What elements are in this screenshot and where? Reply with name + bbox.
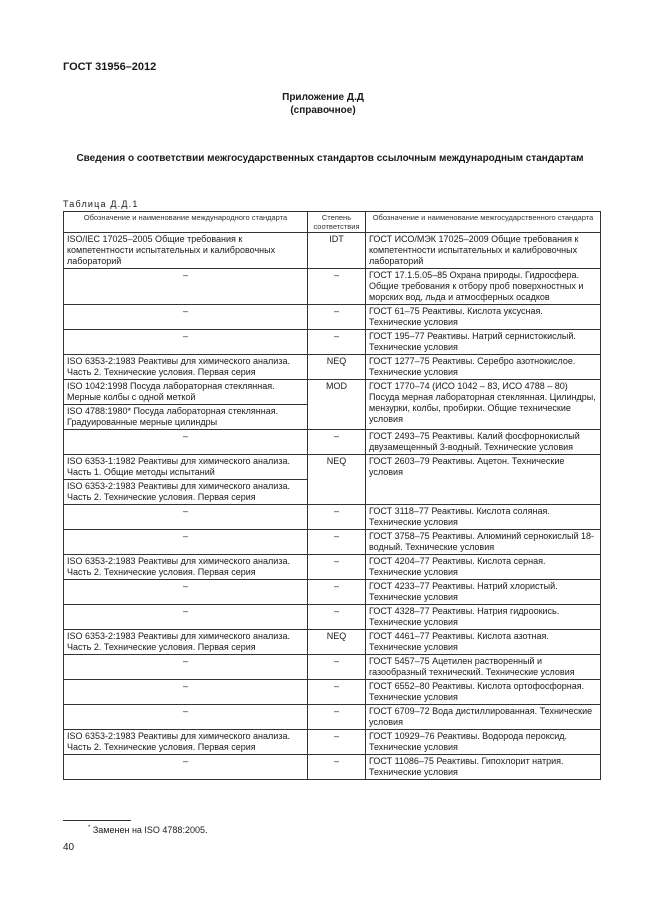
- international-standard-cell: –: [64, 430, 308, 455]
- interstate-standard-cell: ГОСТ 10929–76 Реактивы. Водорода пероксид. Технические условия: [366, 730, 601, 755]
- degree-cell: –: [308, 505, 366, 530]
- table-row: [64, 530, 601, 555]
- interstate-standard-cell: ГОСТ 17.1.5.05–85 Охрана природы. Гидросфера. Общие требования к отбору проб поверхностных и морских вод, льда и атмосферных осадков: [366, 269, 601, 305]
- degree-cell: –: [308, 430, 366, 455]
- interstate-standard-cell: ГОСТ 4461–77 Реактивы. Кислота азотная. Технические условия: [366, 630, 601, 655]
- table-row: [64, 305, 601, 330]
- interstate-standard-cell: ГОСТ 2603–79 Реактивы. Ацетон. Технические условия: [366, 455, 601, 505]
- table-row: [64, 655, 601, 680]
- footnote-mark: *: [88, 825, 91, 831]
- degree-cell: IDT: [308, 233, 366, 269]
- interstate-standard-cell: ГОСТ 4328–77 Реактивы. Натрия гидроокись. Технические условия: [366, 605, 601, 630]
- international-standard-cell: –: [64, 655, 308, 680]
- table-row: [64, 455, 601, 480]
- international-standard-cell: –: [64, 505, 308, 530]
- footnote-text: Заменен на ISO 4788:2005.: [92, 825, 208, 835]
- international-standard-cell: ISO 6353-2:1983 Реактивы для химического анализа. Часть 2. Технические условия. Первая серия: [64, 555, 308, 580]
- table-caption: Таблица Д.Д.1: [63, 199, 139, 209]
- interstate-standard-cell: ГОСТ 6552–80 Реактивы. Кислота ортофосфорная. Технические условия: [366, 680, 601, 705]
- table-row: [64, 430, 601, 455]
- table-header-row: [64, 212, 601, 233]
- degree-cell: –: [308, 705, 366, 730]
- degree-cell: –: [308, 605, 366, 630]
- table-row: [64, 630, 601, 655]
- table-row: [64, 755, 601, 780]
- degree-cell: NEQ: [308, 355, 366, 380]
- appendix-subtitle: (справочное): [290, 105, 356, 116]
- degree-cell: NEQ: [308, 455, 366, 505]
- table-row: [64, 730, 601, 755]
- international-standard-cell: ISO 6353-2:1983 Реактивы для химического анализа. Часть 2. Технические условия. Первая серия: [64, 730, 308, 755]
- table-row: [64, 605, 601, 630]
- table-row: [64, 380, 601, 405]
- interstate-standard-cell: ГОСТ ИСО/МЭК 17025–2009 Общие требования к компетентности испытательных и калибровочных лабораторий: [366, 233, 601, 269]
- interstate-standard-cell: ГОСТ 11086–75 Реактивы. Гипохлорит натрия. Технические условия: [366, 755, 601, 780]
- table-row: [64, 555, 601, 580]
- degree-cell: –: [308, 730, 366, 755]
- international-standard-cell: –: [64, 680, 308, 705]
- degree-cell: MOD: [308, 380, 366, 430]
- interstate-standard-cell: ГОСТ 1770–74 (ИСО 1042 – 83, ИСО 4788 – 80) Посуда мерная лабораторная стеклянная. Цилиндры, мензурки, колбы, пробирки. Общие технические условия: [366, 380, 601, 430]
- interstate-standard-cell: ГОСТ 2493–75 Реактивы. Калий фосфорнокислый двузамещенный 3-водный. Технические условия: [366, 430, 601, 455]
- international-standard-cell: ISO 1042:1998 Посуда лабораторная стеклянная. Мерные колбы с одной меткой: [64, 380, 308, 405]
- international-standard-cell: –: [64, 705, 308, 730]
- column-header-interstate: Обозначение и наименование межгосударственного стандарта: [366, 212, 601, 233]
- interstate-standard-cell: ГОСТ 4204–77 Реактивы. Кислота серная. Технические условия: [366, 555, 601, 580]
- interstate-standard-cell: ГОСТ 61–75 Реактивы. Кислота уксусная. Технические условия: [366, 305, 601, 330]
- degree-cell: NEQ: [308, 630, 366, 655]
- degree-cell: –: [308, 680, 366, 705]
- international-standard-cell: ISO 6353-2:1983 Реактивы для химического анализа. Часть 2. Технические условия. Первая серия: [64, 355, 308, 380]
- degree-cell: –: [308, 755, 366, 780]
- degree-cell: –: [308, 655, 366, 680]
- table-row: [64, 355, 601, 380]
- international-standard-cell: –: [64, 580, 308, 605]
- degree-cell: –: [308, 269, 366, 305]
- table-row: [64, 580, 601, 605]
- international-standard-cell: –: [64, 530, 308, 555]
- interstate-standard-cell: ГОСТ 195–77 Реактивы. Натрий сернистокислый. Технические условия: [366, 330, 601, 355]
- international-standard-cell: –: [64, 605, 308, 630]
- interstate-standard-cell: ГОСТ 3758–75 Реактивы. Алюминий сернокислый 18-водный. Технические условия: [366, 530, 601, 555]
- international-standard-cell: ISO 4788:1980* Посуда лабораторная стеклянная. Градуированные мерные цилиндры: [64, 405, 308, 430]
- document-header: ГОСТ 31956–2012: [63, 61, 157, 73]
- table-row: [64, 680, 601, 705]
- table-row: [64, 269, 601, 305]
- international-standard-cell: –: [64, 330, 308, 355]
- degree-cell: –: [308, 530, 366, 555]
- international-standard-cell: –: [64, 305, 308, 330]
- footnote-divider: [63, 820, 131, 821]
- international-standard-cell: –: [64, 755, 308, 780]
- degree-cell: –: [308, 555, 366, 580]
- interstate-standard-cell: ГОСТ 4233–77 Реактивы. Натрий хлористый. Технические условия: [366, 580, 601, 605]
- table-row: [64, 330, 601, 355]
- international-standard-cell: ISO 6353-2:1983 Реактивы для химического анализа. Часть 2. Технические условия. Первая серия: [64, 630, 308, 655]
- table-row: [64, 233, 601, 269]
- interstate-standard-cell: ГОСТ 5457–75 Ацетилен растворенный и газообразный технический. Технические условия: [366, 655, 601, 680]
- interstate-standard-cell: ГОСТ 6709–72 Вода дистиллированная. Технические условия: [366, 705, 601, 730]
- table-row: [64, 505, 601, 530]
- degree-cell: –: [308, 580, 366, 605]
- degree-cell: –: [308, 305, 366, 330]
- footnote: [88, 825, 207, 835]
- column-header-international: Обозначение и наименование международного стандарта: [64, 212, 308, 233]
- international-standard-cell: ISO 6353-2:1983 Реактивы для химического анализа. Часть 2. Технические условия. Первая серия: [64, 480, 308, 505]
- section-title: Сведения о соответствии межгосударственных стандартов ссылочным международным стандартам: [76, 153, 584, 164]
- table-row: [64, 705, 601, 730]
- degree-cell: –: [308, 330, 366, 355]
- interstate-standard-cell: ГОСТ 1277–75 Реактивы. Серебро азотнокислое. Технические условия: [366, 355, 601, 380]
- appendix-title: Приложение Д.Д: [282, 92, 364, 103]
- page-number: 40: [63, 842, 75, 853]
- international-standard-cell: ISO/IEC 17025–2005 Общие требования к компетентности испытательных и калибровочных лабораторий: [64, 233, 308, 269]
- international-standard-cell: ISO 6353-1:1982 Реактивы для химического анализа. Часть 1. Общие методы испытаний: [64, 455, 308, 480]
- interstate-standard-cell: ГОСТ 3118–77 Реактивы. Кислота соляная. Технические условия: [366, 505, 601, 530]
- correspondence-table: [63, 211, 601, 780]
- international-standard-cell: –: [64, 269, 308, 305]
- column-header-degree: Степень соответствия: [308, 212, 366, 233]
